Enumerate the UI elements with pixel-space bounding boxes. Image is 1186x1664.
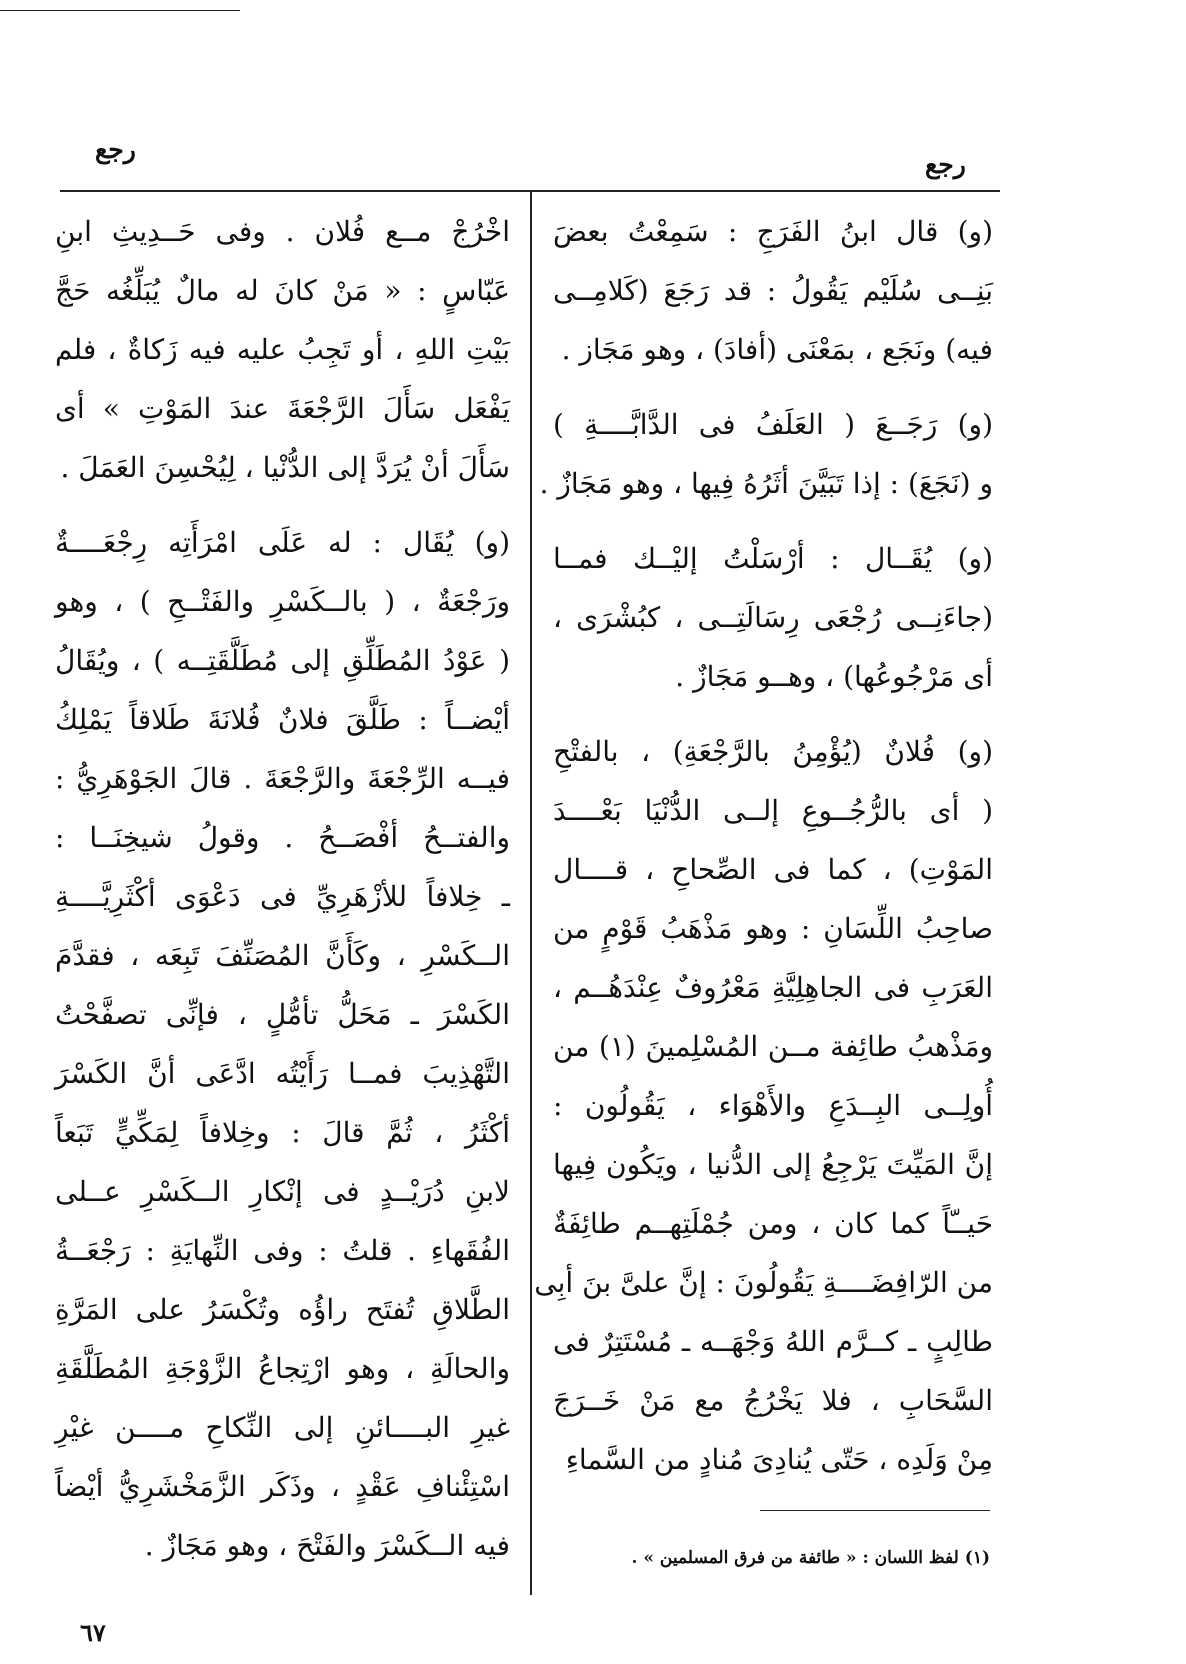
text-line: الطَّلاقِ تُفتَح راؤُه وتُكْسَرُ على المَرَّةِ: [55, 1293, 510, 1326]
left-column: [55, 202, 510, 1591]
text-line: ( عَوْدُ المُطَلِّقِ إلى مُطَلَّقَتِــه ) ، ويُقَالُ: [55, 644, 510, 677]
text-line: إنَّ المَيِّتَ يَرْجِعُ إلى الدُّنيا ، ويَكُون فِيها: [553, 1148, 993, 1181]
text-line: أُولِــى البِــدَعِ والأَهْوَاء ، يَقُولُون :: [553, 1089, 993, 1122]
page-number: ٦٧: [80, 1618, 106, 1647]
text-line: اسْتِئْنافِ عَقْدٍ ، وذَكَر الزَّمَخْشَرِيُّ أيْضاً: [55, 1470, 510, 1503]
text-line: فيــه الرِّجْعَةَ والرَّجْعَةَ . قالَ الجَوْهَرِيُّ :: [55, 762, 510, 795]
right-column: [534, 202, 993, 1505]
text-line: أكْثَرُ ، ثُمَّ قالَ : وخِلافاً لِمَكِّيٍّ تَبَعاً: [55, 1116, 510, 1149]
text-line: الفُقَهاءِ . قلتُ : وفى النِّهايَةِ : رَجْعَــةُ: [55, 1234, 510, 1267]
text-line: العَرَبِ فى الجاهِلِيَّةِ مَعْرُوفٌ عِنْدَهُــم ،: [553, 971, 993, 1004]
running-header-right: رجع: [925, 150, 966, 179]
text-line: والحالَةِ ، وهو ارْتِجاعُ الزَّوْجَةِ المُطَلَّقَةِ: [55, 1352, 510, 1385]
paragraph: [55, 513, 510, 1575]
text-line: صاحِبُ اللِّسَانِ : وهو مَذْهَبُ قَوْمٍ من: [553, 912, 993, 945]
running-header-left: رجع: [95, 135, 136, 164]
text-line: الــكَسْرِ ، وكَأَنَّ المُصَنِّفَ تَبِعَه ، فقدَّمَ: [55, 939, 510, 972]
text-line: غيرِ البــــائنِ إلى النِّكاحِ مــــن غيْرِ: [55, 1411, 510, 1444]
text-line: السَّحَابِ ، فلا يَخْرُجُ مع مَنْ خَــرَجَ: [553, 1384, 993, 1417]
footnote: (١) لفظ اللسان : « طائفة من فرق المسلمين » .: [631, 1548, 990, 1568]
text-line: لابنِ دُرَيْــدٍ فى إنْكارِ الــكَسْرِ عــلى: [55, 1175, 510, 1208]
text-line: حَيــّاً كما كان ، ومن جُمْلَتِهــم طائِفَةٌ: [553, 1207, 993, 1240]
text-line: و (نَجَعَ) : إذا تَبَيَّنَ أثَرُهُ فِيها ، وهو مَجَازٌ .: [539, 467, 993, 500]
text-line: ومَذْهبُ طائِفة مــن المُسْلِمينَ (١) من: [553, 1030, 993, 1063]
paragraph: [55, 202, 510, 497]
text-line: بَنِــى سُلَيْم يَقُولُ : قد رَجَعَ (كَلامِــى: [553, 274, 993, 307]
text-line: ـ خِلافاً للأزْهَرِيِّ فى دَعْوَى أكْثَرِيَّــــةِ: [55, 880, 510, 913]
text-line: عَبّاسٍ : « مَنْ كانَ له مالٌ يُبَلِّغُه حَجَّ: [55, 274, 510, 307]
text-line: فيه الــكَسْرَ والفَتْحَ ، وهو مَجَازٌ .: [144, 1529, 510, 1562]
text-line: (و) يُقَــال : أرْسَلْتُ إليْــك فمــا: [553, 542, 993, 575]
top-edge-rule: [0, 10, 240, 11]
text-line: أيْضــاً : طَلَّقَ فلانٌ فُلانَةَ طَلاقاً يَمْلِكُ: [55, 703, 510, 736]
paragraph: [539, 395, 993, 513]
text-line: (و) فُلانٌ (يُؤْمِنُ بالرَّجْعَةِ) ، بالفتْحِ: [553, 735, 993, 768]
paragraph: [553, 202, 993, 379]
paragraph: [534, 722, 993, 1489]
text-line: (و) قال ابنُ الفَرَجِ : سَمِعْتُ بعضَ: [553, 215, 993, 248]
text-line: (و) رَجَــعَ ( العَلَفُ فى الدَّابَّــــةِ ): [553, 408, 993, 441]
footnote-rule: [760, 1510, 990, 1511]
text-line: ورَجْعَةٌ ، ( بالــكَسْرِ والفَتْــحِ ) ، وهو: [55, 585, 510, 618]
text-line: (جاءَنِــى رُجْعَى رِسَالَتِــى ، كبُشْرَى ،: [553, 601, 993, 634]
text-line: التَّهْذِيبَ فمــا رَأَيْتُه ادَّعَى أنَّ الكَسْرَ: [55, 1057, 510, 1090]
text-line: والفتــحُ أفْصَــحُ . وقولُ شيخِنَــا :: [55, 821, 510, 854]
text-line: بَيْتِ اللهِ ، أو تَجِبُ عليه فيه زَكاةٌ ، فلم: [55, 333, 510, 366]
text-line: من الرّافِضَــــةِ يَقُولُونَ : إنَّ علىَّ بنَ أبِى: [534, 1266, 993, 1299]
text-line: (و) يُقَال : له عَلَى امْرَأَتِه رِجْعَــــةٌ: [55, 526, 510, 559]
paragraph: [553, 529, 993, 706]
text-line: سَأَلَ أنْ يُرَدَّ إلى الدُّنْيا ، لِيُحْسِنَ العَمَلَ .: [60, 451, 510, 484]
text-line: الكَسْرَ ـ مَحَلُّ تأمُّلٍ ، فإنِّى تصفَّحْتُ: [55, 998, 510, 1031]
text-line: ( أى بالرُّجُــوعِ إلــى الدُّنْيَا بَعْــــدَ: [553, 794, 993, 827]
text-line: فيه) ونَجَع ، بمَعْنَى (أفادَ) ، وهو مَجَاز .: [561, 333, 993, 366]
text-line: المَوْتِ) ، كما فى الصِّحاحِ ، قــــال: [553, 853, 993, 886]
text-line: يَفْعَل سَأَلَ الرَّجْعَةَ عندَ المَوْتِ » أى: [55, 392, 510, 425]
column-divider: [530, 190, 532, 1595]
text-line: أى مَرْجُوعُها) ، وهــو مَجَازٌ .: [675, 660, 993, 693]
text-line: مِنْ وَلَدِه ، حَتّى يُنادِىَ مُنادٍ من السَّماءِ: [565, 1443, 993, 1476]
text-line: اخْرُجْ مــع فُلان . وفى حَــدِيثِ ابنِ: [55, 215, 510, 248]
text-line: طالِبٍ ـ كــرَّم اللهُ وَجْهَــه ـ مُسْتَتِرٌ فى: [553, 1325, 993, 1358]
